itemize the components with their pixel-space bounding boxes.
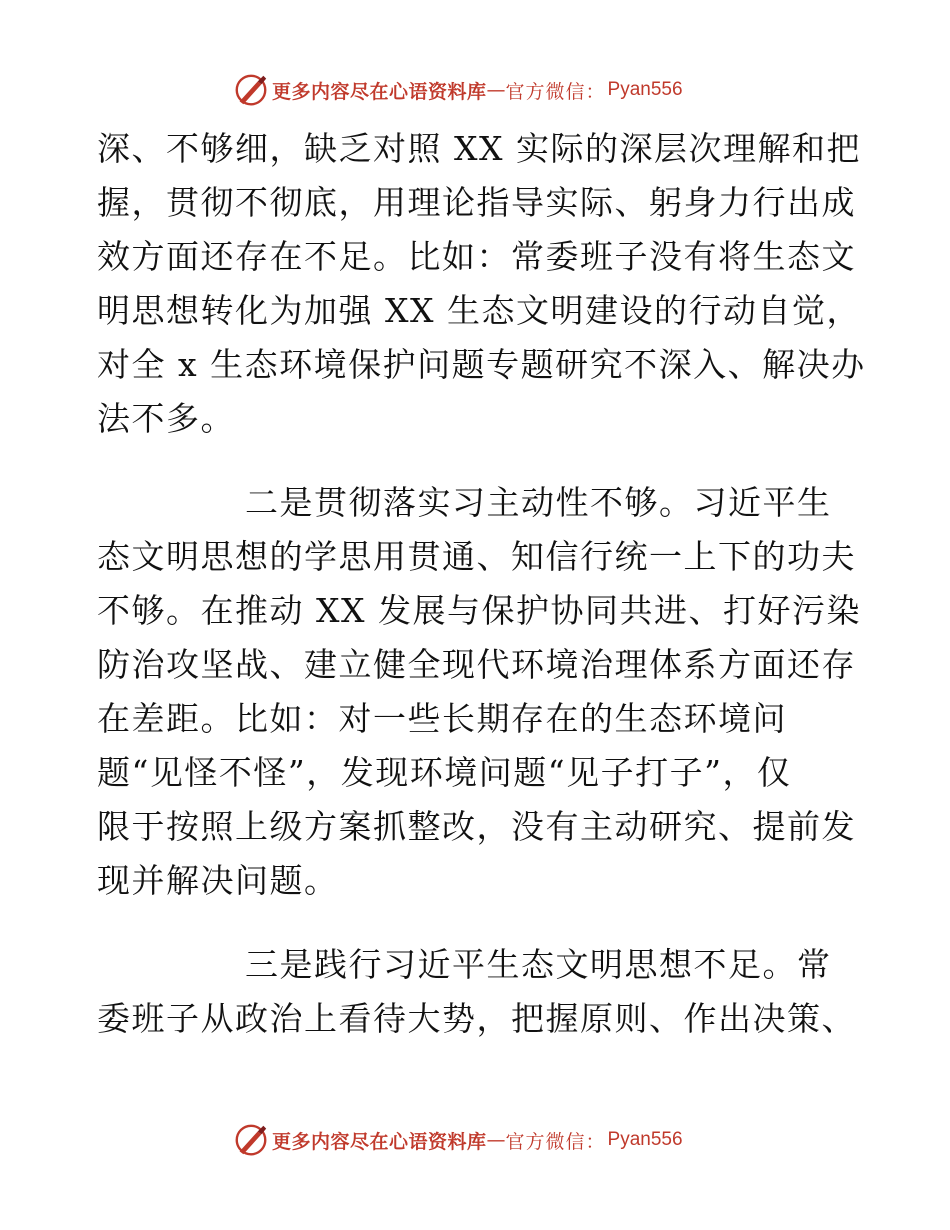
- paragraph-3: [97, 938, 857, 1046]
- official-label: 官方微信：: [505, 1130, 606, 1153]
- brand-text: 更多内容尽在心语资料库: [272, 1130, 487, 1153]
- text-line: 现并解决问题。: [97, 861, 339, 900]
- text-line: 题“见怪不怪”，发现环境问题“见子打子”，仅: [97, 753, 792, 792]
- text-line: 防治攻坚战、建立健全现代环境治理体系方面还存: [97, 645, 856, 684]
- text-line: 在差距。比如：对一些长期存在的生态环境问: [97, 699, 787, 738]
- official-label: 官方微信：: [505, 80, 606, 103]
- text-line: 明思想转化为加强 XX 生态文明建设的行动自觉，: [97, 291, 861, 330]
- paragraph-1: [97, 122, 866, 446]
- banner-dash: —: [486, 1129, 506, 1151]
- footer-banner: [0, 1120, 950, 1160]
- paragraph-2: [97, 476, 861, 908]
- text-line: 法不多。: [97, 399, 235, 438]
- text-line: 握，贯彻不彻底，用理论指导实际、躬身力行出成: [97, 183, 856, 222]
- text-line: 不够。在推动 XX 发展与保护协同共进、打好污染: [97, 591, 861, 630]
- text-line: 对全 x 生态环境保护问题专题研究不深入、解决办: [97, 345, 866, 384]
- wechat-id: Pyan556: [607, 79, 683, 100]
- banner-dash: —: [486, 79, 506, 101]
- text-line: 效方面还存在不足。比如：常委班子没有将生态文: [97, 237, 856, 276]
- text-line: 委班子从政治上看待大势，把握原则、作出决策、: [97, 999, 856, 1038]
- pen-logo-icon: [232, 71, 270, 109]
- text-line: 深、不够细，缺乏对照 XX 实际的深层次理解和把: [97, 129, 861, 168]
- document-body: [97, 122, 866, 1046]
- text-line: 态文明思想的学思用贯通、知信行统一上下的功夫: [97, 537, 856, 576]
- text-line: 限于按照上级方案抓整改，没有主动研究、提前发: [97, 807, 856, 846]
- brand-text: 更多内容尽在心语资料库: [272, 80, 487, 103]
- pen-logo-icon: [232, 1121, 270, 1159]
- wechat-id: Pyan556: [607, 1129, 683, 1150]
- text-line-indented: 三是践行习近平生态文明思想不足。常: [245, 945, 832, 984]
- text-line-indented: 二是贯彻落实习主动性不够。习近平生: [245, 483, 832, 522]
- header-banner: [0, 70, 950, 110]
